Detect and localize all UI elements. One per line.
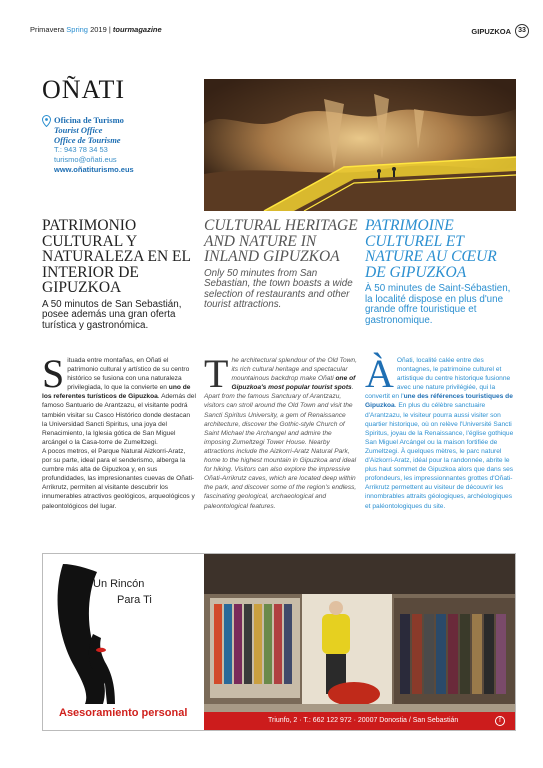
office-email[interactable]: turismo@oñati.eus bbox=[54, 155, 117, 164]
ad-brand-line2: Para Ti bbox=[117, 594, 152, 606]
location-pin-icon bbox=[42, 115, 51, 127]
subheading-es: A 50 minutos de San Sebastián, posee además una gran oferta turística y gastronómica. bbox=[42, 298, 182, 331]
ad-slogan: Asesoramiento personal bbox=[59, 707, 188, 719]
body-es: Situada entre montañas, en Oñati el patrimonio cultural y artístico de su centro histórico se fusiona con una naturaleza privilegiada, lo que la convierte en uno de los referentes turísticos de Gipuzkoa. Además del famoso Santuario de Arantzazu, el visitante podrá también visitar su Casco Histórico donde destacan la Universidad Sancti Spiritus, una joya del Renacimiento, la Iglesia gótica de San Miguel arcángel o la Casa-torre de Zumeltzegi. A pocos metros, el Parque Natural Aizkorri-Aratz, por su parte, ideal para el senderismo, alberga la cumbre más alta de Gipuzkoa y, en sus profundidades, las impresionantes cuevas de Oñati-Arrikrutz, permiten al visitante descubrir los innumerables atractivos geológicos, arqueológicos y paleontológicos del lugar. bbox=[42, 351, 196, 510]
subheading-en: Only 50 minutes from San Sebastian, the town boasts a wide selection of restaurants and other tourist attractions. bbox=[204, 267, 353, 310]
shop-photo bbox=[204, 554, 515, 730]
drop-cap-en: T bbox=[204, 351, 229, 396]
shop-interior-illustration bbox=[204, 554, 515, 730]
office-name-fr: Office de Tourisme bbox=[54, 135, 121, 145]
heading-fr: PATRIMOINE CULTUREL ET NATURE AU CŒUR DE GIPUZKOA bbox=[365, 217, 497, 281]
drop-cap-fr: À bbox=[365, 351, 394, 396]
cave-illustration bbox=[204, 79, 516, 211]
office-name-es: Oficina de Turismo bbox=[54, 115, 124, 125]
page-title: OÑATI bbox=[42, 75, 125, 104]
english-column-head bbox=[204, 218, 358, 311]
cave-photo bbox=[204, 79, 516, 211]
french-column-head bbox=[365, 218, 519, 326]
issue-info: Primavera Spring 2019 | tourmagazine bbox=[30, 25, 162, 34]
page-number: 33 bbox=[515, 24, 529, 38]
shop-advertisement[interactable] bbox=[42, 553, 516, 731]
office-phone: T.: 943 78 34 53 bbox=[54, 145, 108, 154]
ad-logo-panel bbox=[43, 554, 204, 730]
ad-address-bar bbox=[204, 712, 515, 730]
facebook-icon[interactable]: f bbox=[495, 716, 505, 726]
page-header bbox=[30, 24, 529, 38]
ad-address: Triunfo, 2 · T.: 662 122 972 · 20007 Donostia / San Sebastián bbox=[268, 717, 459, 724]
magazine-logo: tourmagazine bbox=[112, 25, 162, 34]
heading-en: CULTURAL HERITAGE AND NATURE IN INLAND GIPUZKOA bbox=[204, 217, 358, 265]
heading-es: PATRIMONIO CULTURAL Y NATURALEZA EN EL INTERIOR DE GIPUZKOA bbox=[42, 217, 191, 296]
ad-brand-line1: Un Rincón bbox=[93, 578, 145, 590]
spanish-column-head bbox=[42, 218, 196, 331]
section-info bbox=[471, 24, 529, 38]
body-en: The architectural splendour of the Old Town, its rich cultural heritage and spectacular mountainous backdrop make Oñati one of Gipuzkoa's most popular tourist spots. Apart from the famous Sanctuary of Arantzazu, visitors can stroll around the Old Town and visit the Sancti Spiritus University, a gem of Renaissance architecture, discover the Gothic-style Church of Saint Michael the Archangel and admire the imposing Zumeltzegi Tower House. Nearby attractions include the Aizkorri-Aratz Natural Park, home to the highest mountain in Gipuzkoa and ideal for hiking. Visitors can also explore the impressive Oñati-Arrikrutz caves, which are located deep within the park, and discover some of the region's endless, fascinating geological, archaeological and paleontological features. bbox=[204, 351, 357, 510]
office-website[interactable]: www.oñatiturismo.eus bbox=[54, 165, 134, 174]
subheading-fr: À 50 minutes de Saint-Sébastien, la localité dispose en plus d'une grande offre touristique et gastronomique. bbox=[365, 283, 511, 326]
office-name-en: Tourist Office bbox=[54, 125, 103, 135]
body-fr: À Oñati, localité calée entre des montagnes, le patrimoine culturel et artistique du centre historique fusionne avec une nature privilégiée, qui la convertit en l'une des références touristiques de Gipuzkoa. En plus du célèbre sanctuaire d'Arantzazu, le visiteur pourra aussi visiter son quartier historique, où on relève l'Université Sancti Spiritus, joyau de la Renaissance, l'église gothique San Miguel Arcángel ou la maison fortifiée de Zumeltzegi. À quelques mètres, le parc naturel d'Aizkorri-Aratz, idéal pour la randonnée, abrite le plus haut sommet de Gipuzkoa alors que dans ses profondeurs, les impressionnantes grottes d'Oñati-Arrikrutz permettent au visiteur de découvrir les innombrables attraits géologiques, archéologiques et paléontologiques du site. bbox=[365, 351, 514, 510]
drop-cap-es: S bbox=[42, 351, 65, 396]
paragraph-es-2: A pocos metros, el Parque Natural Aizkorri-Aratz, por su parte, ideal para el senderismo, alberga la cumbre más alta de Gipuzkoa y, en sus profundidades, las impresionantes cuevas de Oñati-Arrikrutz, permiten al visitante descubrir los innumerables atractivos geológicos, arqueológicos y paleontológicos del lugar. bbox=[42, 447, 195, 510]
section-name: GIPUZKOA bbox=[471, 26, 511, 36]
